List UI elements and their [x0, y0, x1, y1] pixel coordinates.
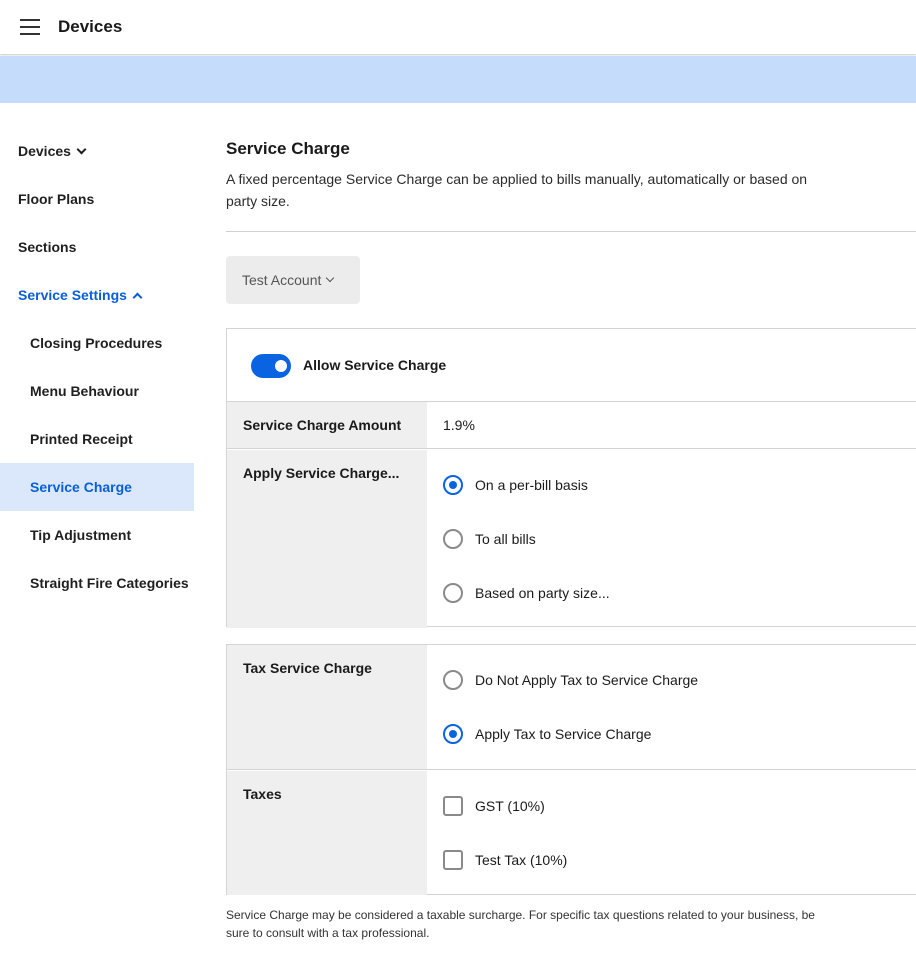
radio-unselected-icon [443, 670, 463, 690]
service-charge-amount-label: Service Charge Amount [243, 417, 402, 433]
allow-service-charge-label: Allow Service Charge [303, 357, 447, 373]
chevron-up-icon [132, 292, 142, 302]
sidebar-item-label: Straight Fire Categories [30, 575, 189, 591]
sidebar-item-label: Tip Adjustment [30, 527, 132, 543]
sidebar-item-service-charge[interactable] [0, 463, 194, 511]
radio-unselected-icon [443, 529, 463, 549]
sidebar-item-service-settings[interactable] [0, 271, 194, 319]
main-content [226, 127, 916, 940]
radio-label: Do Not Apply Tax to Service Charge [475, 672, 699, 688]
radio-no-tax[interactable] [443, 670, 698, 690]
radio-unselected-icon [443, 583, 463, 603]
tax-settings-card [226, 644, 916, 895]
account-selector-button[interactable] [226, 256, 360, 304]
chevron-down-icon [76, 144, 86, 154]
checkbox-label: Test Tax (10%) [475, 852, 568, 868]
radio-party-size[interactable] [443, 583, 610, 603]
sidebar-item-label: Closing Procedures [30, 335, 163, 351]
tax-service-charge-label: Tax Service Charge [243, 660, 372, 676]
tax-service-charge-row [227, 645, 916, 770]
sidebar-item-tip-adjustment[interactable] [0, 511, 194, 559]
menu-icon[interactable] [20, 19, 40, 35]
checkbox-icon [443, 796, 463, 816]
sidebar-item-menu-behaviour[interactable] [0, 367, 194, 415]
allow-service-charge-toggle[interactable] [251, 354, 291, 378]
apply-service-charge-label: Apply Service Charge... [243, 465, 400, 481]
sidebar-item-label: Floor Plans [18, 191, 95, 207]
radio-label: Apply Tax to Service Charge [475, 726, 652, 742]
banner [0, 56, 916, 103]
radio-label: Based on party size... [475, 585, 610, 601]
page-description: A fixed percentage Service Charge can be applied to bills manually, automatically or based on party size. [226, 171, 808, 209]
sidebar [0, 127, 194, 607]
sidebar-item-label: Service Settings [18, 287, 127, 303]
apply-service-charge-row [227, 450, 916, 628]
allow-service-charge-row [227, 329, 916, 402]
checkbox-test-tax[interactable] [443, 850, 567, 870]
service-charge-settings-card [226, 328, 916, 627]
sidebar-item-label: Menu Behaviour [30, 383, 139, 399]
sidebar-item-straight-fire-categories[interactable] [0, 559, 194, 607]
radio-per-bill[interactable] [443, 475, 588, 495]
divider [226, 231, 916, 232]
checkbox-gst[interactable] [443, 796, 545, 816]
sidebar-item-closing-procedures[interactable] [0, 319, 194, 367]
page-header-title: Devices [58, 17, 123, 36]
account-selector-label: Test Account [242, 272, 322, 288]
radio-label: To all bills [475, 531, 536, 547]
sidebar-item-floor-plans[interactable] [0, 175, 194, 223]
tax-footnote: Service Charge may be considered a taxable surcharge. For specific tax questions related to your business, be sure to consult with a tax professional. [226, 908, 815, 940]
service-charge-amount-row [227, 402, 916, 449]
sidebar-item-printed-receipt[interactable] [0, 415, 194, 463]
radio-selected-icon [443, 475, 463, 495]
radio-selected-icon [443, 724, 463, 744]
radio-all-bills[interactable] [443, 529, 536, 549]
radio-apply-tax[interactable] [443, 724, 651, 744]
checkbox-icon [443, 850, 463, 870]
sidebar-item-label: Service Charge [30, 479, 132, 495]
taxes-row [227, 771, 916, 895]
sidebar-item-sections[interactable] [0, 223, 194, 271]
sidebar-item-devices[interactable] [0, 127, 194, 175]
service-charge-amount-value[interactable]: 1.9% [443, 417, 475, 433]
chevron-down-icon [326, 274, 334, 282]
page-title: Service Charge [226, 139, 350, 158]
sidebar-item-label: Printed Receipt [30, 431, 133, 447]
taxes-label: Taxes [243, 786, 282, 802]
sidebar-item-label: Devices [18, 143, 71, 159]
radio-label: On a per-bill basis [475, 477, 588, 493]
top-bar [0, 0, 916, 55]
checkbox-label: GST (10%) [475, 798, 545, 814]
sidebar-item-label: Sections [18, 239, 77, 255]
